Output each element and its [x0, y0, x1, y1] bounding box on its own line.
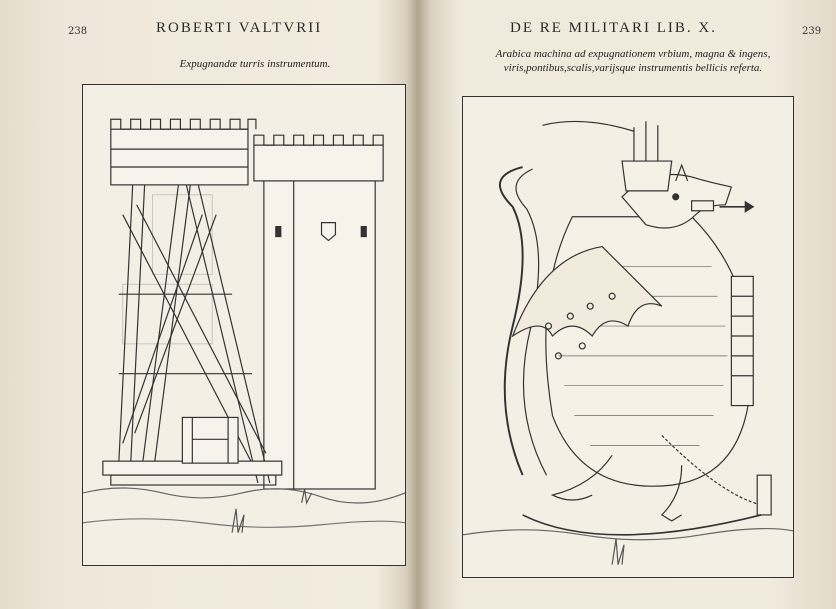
dragon-siege-machine-woodcut — [462, 96, 794, 578]
right-folio: 239 — [802, 26, 822, 37]
right-page — [418, 0, 836, 609]
dragon-illustration — [463, 97, 793, 577]
left-caption: Expugnandæ turris instrumentum. — [179, 58, 331, 70]
left-folio: 238 — [68, 26, 88, 37]
left-running-head: ROBERTI VALTVRII — [156, 20, 323, 36]
right-running-head: DE RE MILITARI LIB. X. — [510, 20, 717, 36]
siege-tower-woodcut — [82, 84, 406, 566]
right-caption-line1: Arabica machina ad expugnationem vrbium, magna & ingens, — [495, 48, 771, 60]
siege-tower-illustration — [83, 85, 405, 565]
right-caption-line2: viris,pontibus,scalis,varijsque instrumentis bellicis referta. — [503, 62, 763, 74]
